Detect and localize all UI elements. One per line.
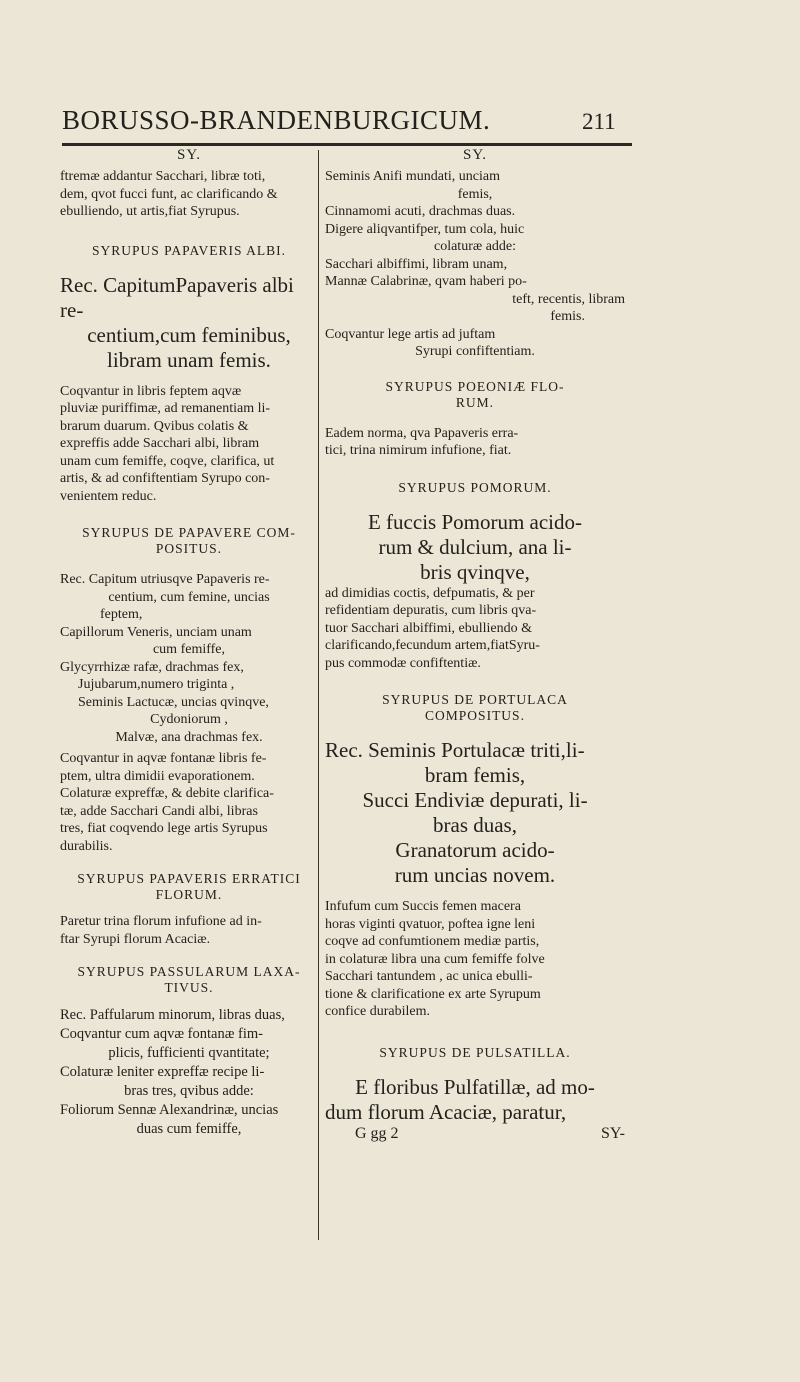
header-rule	[62, 143, 632, 146]
ingredient-line: Mannæ Calabrinæ, qvam haberi po-	[325, 274, 527, 289]
ingredient-line: cum femiffe,	[152, 642, 226, 657]
section-heading	[325, 692, 625, 724]
section-heading: SYRUPUS POMORUM.	[398, 479, 552, 495]
ingredient-line: femis.	[550, 309, 585, 324]
ingredient-line: Colaturæ leniter expreffæ recipe li-	[60, 1064, 265, 1080]
rec-line: centium,cum feminibus,	[87, 322, 291, 347]
rec-line: dum florum Acaciæ, paratur,	[325, 1099, 567, 1124]
ingredient-line: Cydoniorum ,	[150, 712, 228, 727]
ingredient-line: Glycyrrhizæ rafæ, drachmas fex,	[60, 659, 244, 675]
recipe-directions	[60, 383, 318, 506]
text-line: tres, fiat coqvendo lege artis Syrupus	[60, 821, 268, 836]
text-line: tuor Sacchari albiffimi, ebulliendo &	[325, 620, 532, 636]
text-line: ftremæ addantur Sacchari, libræ toti,	[60, 169, 266, 184]
ingredient-line: Jujubarum,numero triginta ,	[78, 677, 235, 692]
page-number: 211	[582, 109, 616, 134]
rec-line: rum & dulcium, ana li-	[378, 534, 572, 559]
heading-line: SYRUPUS DE PORTULACA	[382, 692, 568, 707]
text-line: tæ, adde Sacchari Candi albi, libras	[60, 803, 258, 819]
text-line: Sacchari tantundem , ac unica ebulli-	[325, 969, 533, 984]
text-line: ftar Syrupi florum Acaciæ.	[60, 931, 211, 947]
rec-line: Succi Endiviæ depurati, li-	[362, 788, 588, 812]
text-line: unam cum femiffe, coqve, clarifica, ut	[60, 453, 275, 469]
ingredient-line: Syrupi confiftentiam.	[415, 344, 535, 359]
ingredient-line: duas cum femiffe,	[136, 1121, 242, 1137]
text-line: tione & clarificatione ex arte Syrupum	[325, 986, 541, 1002]
rec-line: bras duas,	[433, 813, 517, 837]
recipe-rec	[325, 510, 625, 585]
ingredient-line: feptem,	[100, 607, 143, 622]
column-divider	[318, 150, 319, 1240]
text-line: Paretur trina florum infufione ad in-	[60, 914, 262, 929]
heading-line: RUM.	[455, 394, 495, 410]
text-line: brarum duarum. Qvibus colatis &	[60, 418, 249, 434]
text-line: durabilis.	[60, 838, 113, 854]
ingredient-line: plicis, fufficienti qvantitate;	[108, 1045, 270, 1061]
rec-line: E fuccis Pomorum acido-	[367, 509, 583, 534]
section-heading	[325, 379, 625, 411]
ingredient-line: Sacchari albiffimi, libram unam,	[325, 256, 508, 272]
heading-line: SYRUPUS PASSULARUM LAXA-	[77, 964, 301, 979]
section-heading	[60, 964, 318, 996]
ingredient-line: Rec. Capitum utriusqve Papaveris re-	[60, 572, 270, 587]
catchword: SY-	[600, 1124, 625, 1142]
ingredient-line: Malvæ, ana drachmas fex.	[115, 729, 263, 745]
section-heading: SYRUPUS DE PULSATILLA.	[379, 1044, 571, 1060]
rec-line: bram femis,	[424, 763, 526, 787]
text-line: artis, & ad confiftentiam Syrupo con-	[60, 471, 270, 486]
signature-mark: G gg 2	[355, 1124, 399, 1142]
rec-line: Rec. Seminis Portulacæ triti,li-	[325, 738, 585, 762]
heading-line: FLORUM.	[155, 887, 223, 902]
text-line: tici, trina nimirum infufione, fiat.	[325, 443, 512, 458]
recipe-rec	[325, 738, 625, 888]
rec-line: Rec. CapitumPapaveris albi re-	[60, 272, 294, 322]
ingredient-list	[325, 168, 625, 361]
heading-line: SYRUPUS POEONIÆ FLO-	[385, 378, 565, 394]
ingredient-line: Capillorum Veneris, unciam unam	[60, 624, 252, 640]
text-line: refidentiam depuratis, cum libris qva-	[325, 603, 537, 618]
recipe-directions	[325, 898, 625, 1021]
recipe-directions	[60, 750, 318, 855]
right-column-head: SY.	[463, 147, 487, 163]
text-line: dem, qvot fucci funt, ac clarificando &	[60, 186, 278, 202]
recipe-directions	[60, 913, 318, 948]
text-line: Infufum cum Succis femen macera	[325, 899, 521, 914]
rec-line: libram unam femis.	[107, 347, 271, 372]
running-title: BORUSSO-BRANDENBURGICUM.	[62, 105, 491, 135]
heading-line: POSITUS.	[155, 541, 223, 556]
recipe-rec	[325, 1075, 625, 1125]
rec-line: Granatorum acido-	[395, 838, 555, 862]
text-line: coqve ad confumtionem mediæ partis,	[325, 934, 540, 949]
rec-line: bris qvinqve,	[420, 559, 530, 584]
text-line: expreffis adde Sacchari albi, libram	[60, 436, 260, 451]
recipe-rec	[60, 273, 318, 373]
ingredient-line: Coqvantur lege artis ad juftam	[325, 326, 496, 342]
section-heading	[60, 525, 318, 557]
rec-line: E floribus Pulfatillæ, ad mo-	[355, 1074, 595, 1099]
ingredient-line: Seminis Lactucæ, uncias qvinqve,	[78, 694, 269, 710]
text-line: Eadem norma, qva Papaveris erra-	[325, 425, 519, 441]
text-line: clarificando,fecundum artem,fiatSyru-	[325, 638, 540, 653]
text-line: Coqvantur in libris feptem aqvæ	[60, 383, 242, 399]
left-continuation	[60, 168, 318, 221]
ingredient-list	[60, 571, 318, 746]
ingredient-line: Rec. Paffularum minorum, libras duas,	[60, 1007, 285, 1023]
heading-line: TIVUS.	[164, 980, 214, 995]
heading-line: SYRUPUS DE PAPAVERE COM-	[82, 525, 296, 540]
heading-line: COMPOSITUS.	[425, 708, 525, 723]
section-heading	[60, 871, 318, 903]
ingredient-line: teft, recentis, libram	[512, 291, 625, 307]
text-line: ebulliendo, ut artis,fiat Syrupus.	[60, 204, 240, 219]
ingredient-line: bras tres, qvibus adde:	[124, 1083, 254, 1099]
ingredient-line: Seminis Anifi mundati, unciam	[325, 169, 500, 184]
page-footer	[325, 1125, 625, 1143]
ingredient-line: colaturæ adde:	[433, 239, 517, 254]
ingredient-line: femis,	[457, 186, 493, 202]
text-line: pluviæ puriffimæ, ad remanentiam li-	[60, 401, 271, 416]
ingredient-line: centium, cum femine, uncias	[108, 589, 270, 605]
recipe-directions	[325, 585, 625, 673]
ingredient-line: Foliorum Sennæ Alexandrinæ, uncias	[60, 1102, 279, 1118]
left-column-head: SY.	[177, 147, 201, 163]
text-line: Colaturæ expreffæ, & debite clarifica-	[60, 786, 274, 801]
text-line: ad dimidias coctis, defpumatis, & per	[325, 585, 535, 601]
right-column	[325, 147, 625, 1143]
page-header	[62, 105, 632, 145]
rec-line: rum uncias novem.	[394, 863, 556, 887]
text-line: horas viginti qvatuor, poftea igne leni	[325, 916, 536, 932]
text-line: in colaturæ libra una cum femiffe folve	[325, 951, 545, 967]
ingredient-line: Cinnamomi acuti, drachmas duas.	[325, 204, 516, 219]
text-line: venientem reduc.	[60, 488, 157, 504]
ingredient-list	[60, 1006, 318, 1139]
recipe-directions	[325, 425, 625, 460]
text-line: ptem, ultra dimidii evaporationem.	[60, 768, 255, 784]
ingredient-line: Coqvantur cum aqvæ fontanæ fim-	[60, 1026, 263, 1042]
heading-line: SYRUPUS PAPAVERIS ERRATICI	[77, 871, 301, 886]
ingredient-line: Digere aliqvantifper, tum cola, huic	[325, 221, 525, 237]
text-line: pus commodæ confiftentiæ.	[325, 655, 481, 671]
left-column	[60, 147, 318, 1139]
text-line: Coqvantur in aqvæ fontanæ libris fe-	[60, 751, 267, 766]
text-line: confice durabilem.	[325, 1004, 430, 1019]
section-heading: SYRUPUS PAPAVERIS ALBI.	[92, 242, 286, 258]
